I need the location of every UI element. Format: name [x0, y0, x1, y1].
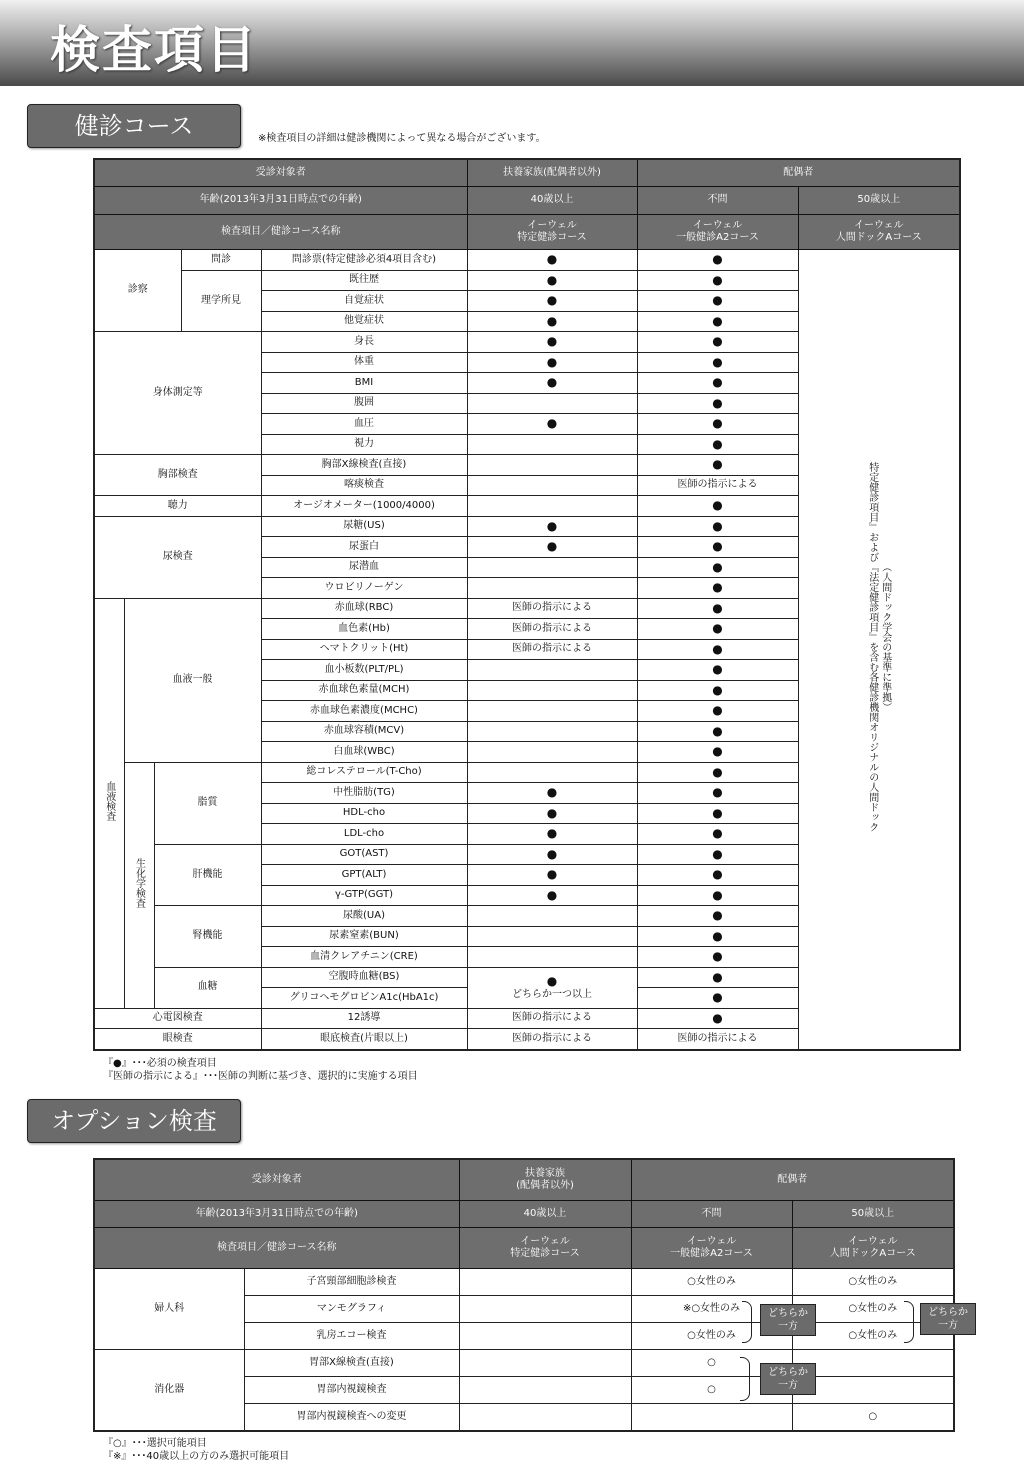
age-spouse-a: 不問	[637, 187, 798, 215]
empty-cell	[467, 742, 637, 763]
mark-dot: ●	[467, 414, 637, 435]
item-urobili: ウロビリノーゲン	[261, 578, 467, 599]
item-gantei: 眼底検査(片眼以上)	[261, 1029, 467, 1050]
legend-1	[103, 1057, 418, 1083]
mark-dot: ●	[467, 885, 637, 906]
empty-cell	[631, 1404, 792, 1432]
group-shindenzu: 心電図検査	[94, 1008, 261, 1029]
course-3	[798, 215, 960, 250]
course-3	[792, 1228, 954, 1269]
item-nyosenketsu: 尿潜血	[261, 557, 467, 578]
mark-dot: ●	[637, 926, 798, 947]
header-row-course	[94, 215, 960, 250]
mark-dot: ●	[637, 578, 798, 599]
empty-cell	[459, 1296, 631, 1323]
item-jikaku: 自覚症状	[261, 291, 467, 312]
mark-dot: ●	[637, 311, 798, 332]
mark-doctor: 医師の指示による	[467, 639, 637, 660]
item-ketsuatsu: 血圧	[261, 414, 467, 435]
mark-dot: ●	[637, 742, 798, 763]
course-3-line1: イーウェル	[853, 219, 904, 231]
section-label-option: オプション検査	[27, 1099, 241, 1143]
group-shishitsu: 脂質	[154, 762, 261, 844]
mark-female: ○女性のみ	[631, 1269, 792, 1296]
title-banner	[0, 0, 1024, 86]
item-shikyu: 子宮頸部細胞診検査	[244, 1269, 459, 1296]
empty-cell	[467, 455, 637, 476]
item-ixray: 胃部X線検査(直接)	[244, 1350, 459, 1377]
mark-dot: ●	[637, 434, 798, 455]
item-ldl: LDL-cho	[261, 824, 467, 845]
legend-doctor: 『医師の指示による』･･･医師の判断に基づき、選択的に実施する項目	[103, 1071, 418, 1082]
mark-dot: ●	[637, 803, 798, 824]
group-shinsatsu: 診察	[94, 250, 181, 332]
option-test-table	[93, 1158, 955, 1432]
header-row-age	[94, 187, 960, 215]
item-inaishi: 胃部内視鏡検査	[244, 1377, 459, 1404]
course-2-line1: イーウェル	[692, 219, 743, 231]
mark-dot: ●	[637, 947, 798, 968]
item-plt: 血小板数(PLT/PL)	[261, 660, 467, 681]
group-seika-label: 生化学検査	[133, 857, 145, 908]
item-mammo: マンモグラフィ	[244, 1296, 459, 1323]
item-ua: 尿酸(UA)	[261, 906, 467, 927]
header-age: 年齢(2013年3月31日時点での年齢)	[94, 1201, 459, 1228]
header-row-target	[94, 1159, 954, 1201]
mark-dot: ●	[637, 496, 798, 517]
item-hba1c: グリコヘモグロビンA1c(HbA1c)	[261, 988, 467, 1009]
item-bs: 空腹時血糖(BS)	[261, 967, 467, 988]
either-line1: どちらか	[928, 1307, 968, 1318]
header-age: 年齢(2013年3月31日時点での年齢)	[94, 187, 467, 215]
empty-cell	[459, 1377, 631, 1404]
mark-dot: ●	[637, 557, 798, 578]
group-rigaku: 理学所見	[181, 270, 261, 332]
mark-female: ○女性のみ	[792, 1269, 954, 1296]
mark-doctor: 医師の指示による	[637, 1029, 798, 1050]
course-1-line1: イーウェル	[520, 1235, 570, 1247]
group-ketsueki-ippan: 血液一般	[124, 598, 261, 762]
mark-female: ○女性のみ	[792, 1296, 954, 1323]
mark-dot: ●	[637, 639, 798, 660]
item-shincho: 身長	[261, 332, 467, 353]
group-jinkino: 腎機能	[154, 906, 261, 968]
mark-dot: ●	[637, 414, 798, 435]
course-2	[637, 215, 798, 250]
mark-dot: ●	[637, 598, 798, 619]
mark-either: どちらか一つ以上	[512, 989, 593, 1000]
mark-dot: ●	[467, 537, 637, 558]
mark-dot: ●	[637, 393, 798, 414]
mark-dot: ●	[637, 352, 798, 373]
mark-dot: ●	[637, 516, 798, 537]
item-monshinhyo: 問診票(特定健診必須4項目含む)	[261, 250, 467, 271]
empty-cell	[467, 926, 637, 947]
mark-dot: ●	[637, 619, 798, 640]
mark-dot: ●	[467, 824, 637, 845]
item-mcv: 赤血球容積(MCV)	[261, 721, 467, 742]
course-3-line2: 人間ドックAコース	[829, 1248, 916, 1259]
header-family	[459, 1159, 631, 1201]
mark-dot: ●	[467, 352, 637, 373]
mark-doctor: 医師の指示による	[467, 1008, 637, 1029]
mark-dot: ●	[637, 455, 798, 476]
item-ht: ヘマトクリット(Ht)	[261, 639, 467, 660]
legend-circle: 『○』･･･選択可能項目	[103, 1438, 207, 1449]
mark-dot: ●	[637, 660, 798, 681]
empty-cell	[792, 1377, 954, 1404]
brace-icon	[742, 1301, 752, 1343]
either-box	[920, 1303, 976, 1335]
brace-icon	[904, 1301, 914, 1343]
header-spouse: 配偶者	[637, 159, 960, 187]
item-ggt: γ-GTP(GGT)	[261, 885, 467, 906]
group-choryoku: 聴力	[94, 496, 261, 517]
either-box	[760, 1363, 816, 1395]
dock-note-2: （人間ドック学会の基準に準拠）	[879, 562, 891, 712]
header-course: 検査項目／健診コース名称	[94, 1228, 459, 1269]
group-ketsueki	[94, 598, 124, 1008]
mark-female-40: ※○女性のみ	[631, 1296, 792, 1323]
header-family-line1: 扶養家族	[525, 1167, 565, 1179]
checkup-course-table	[93, 158, 961, 1051]
empty-cell	[467, 557, 637, 578]
mark-dot: ●	[467, 250, 637, 271]
age-family: 40歳以上	[467, 187, 637, 215]
course-1-line2: 特定健診コース	[510, 1248, 580, 1259]
group-ganken: 眼検査	[94, 1029, 261, 1050]
either-cell	[467, 967, 637, 1008]
mark-dot: ●	[467, 844, 637, 865]
item-nyubo: 乳房エコー検査	[244, 1323, 459, 1350]
empty-cell	[467, 578, 637, 599]
item-ecg: 12誘導	[261, 1008, 467, 1029]
item-bun: 尿素窒素(BUN)	[261, 926, 467, 947]
dock-note: 特定健診項目』および『法定健診項目』を含む各健診機関オリジナルの人間ドック	[866, 462, 878, 832]
empty-cell	[467, 475, 637, 496]
dock-note-cell	[798, 250, 960, 1050]
mark-dot: ●	[467, 270, 637, 291]
age-spouse-b: 50歳以上	[798, 187, 960, 215]
mark-circle: ○	[631, 1377, 792, 1404]
either-box	[760, 1304, 816, 1336]
mark-female: ○女性のみ	[792, 1323, 954, 1350]
item-got: GOT(AST)	[261, 844, 467, 865]
empty-cell	[467, 762, 637, 783]
course-2	[631, 1228, 792, 1269]
item-nyotanpaku: 尿蛋白	[261, 537, 467, 558]
legend-asterisk: 『※』･･･40歳以上の方のみ選択可能項目	[103, 1451, 290, 1462]
mark-dot: ●	[637, 967, 798, 988]
mark-dot: ●	[637, 250, 798, 271]
item-takaku: 他覚症状	[261, 311, 467, 332]
group-shintai: 身体測定等	[94, 332, 261, 455]
empty-cell	[467, 701, 637, 722]
empty-cell	[467, 434, 637, 455]
item-kakutan: 喀痰検査	[261, 475, 467, 496]
either-line1: どちらか	[768, 1367, 808, 1378]
header-family-line2: (配偶者以外)	[516, 1180, 574, 1191]
item-tcho: 総コレステロール(T-Cho)	[261, 762, 467, 783]
group-fujinka: 婦人科	[94, 1269, 244, 1350]
group-ketto: 血糖	[154, 967, 261, 1008]
mark-circle: ○	[792, 1404, 954, 1432]
mark-female: ○女性のみ	[631, 1323, 792, 1350]
group-kyobu: 胸部検査	[94, 455, 261, 496]
header-row-course	[94, 1228, 954, 1269]
course-1	[467, 215, 637, 250]
either-line2: 一方	[778, 1380, 798, 1391]
group-kankino: 肝機能	[154, 844, 261, 906]
item-hdl: HDL-cho	[261, 803, 467, 824]
mark-dot: ●	[467, 783, 637, 804]
item-fukui: 腹囲	[261, 393, 467, 414]
mark-dot: ●	[637, 824, 798, 845]
mark-dot: ●	[637, 537, 798, 558]
item-audio: オージオメーター(1000/4000)	[261, 496, 467, 517]
table-row	[94, 250, 960, 271]
item-kiourekki: 既往歴	[261, 270, 467, 291]
mark-dot: ●	[467, 311, 637, 332]
item-wbc: 白血球(WBC)	[261, 742, 467, 763]
page-title: 検査項目	[50, 21, 258, 79]
empty-cell	[792, 1350, 954, 1377]
header-target: 受診対象者	[94, 1159, 459, 1201]
course-3-line1: イーウェル	[847, 1235, 898, 1247]
item-henko: 胃部内視鏡検査への変更	[244, 1404, 459, 1432]
item-mch: 赤血球色素量(MCH)	[261, 680, 467, 701]
mark-dot: ●	[637, 988, 798, 1009]
mark-dot: ●	[546, 973, 558, 988]
empty-cell	[467, 496, 637, 517]
course-2-line2: 一般健診A2コース	[670, 1248, 753, 1259]
header-row-age	[94, 1201, 954, 1228]
mark-dot: ●	[467, 803, 637, 824]
empty-cell	[459, 1269, 631, 1296]
mark-dot: ●	[467, 373, 637, 394]
mark-dot: ●	[637, 844, 798, 865]
mark-dot: ●	[637, 762, 798, 783]
mark-dot: ●	[637, 373, 798, 394]
table-row	[94, 1269, 954, 1296]
table-row	[94, 1350, 954, 1377]
either-line2: 一方	[778, 1321, 798, 1332]
item-bmi: BMI	[261, 373, 467, 394]
empty-cell	[467, 680, 637, 701]
empty-cell	[467, 906, 637, 927]
header-spouse: 配偶者	[631, 1159, 954, 1201]
mark-dot: ●	[637, 783, 798, 804]
header-family: 扶養家族(配偶者以外)	[467, 159, 637, 187]
header-course: 検査項目／健診コース名称	[94, 215, 467, 250]
header-target: 受診対象者	[94, 159, 467, 187]
mark-doctor: 医師の指示による	[467, 1029, 637, 1050]
mark-dot: ●	[637, 680, 798, 701]
mark-dot: ●	[637, 906, 798, 927]
either-line1: どちらか	[768, 1308, 808, 1319]
empty-cell	[459, 1350, 631, 1377]
empty-cell	[459, 1323, 631, 1350]
course-1	[459, 1228, 631, 1269]
legend-dot: 『●』･･･必須の検査項目	[103, 1058, 217, 1069]
mark-dot: ●	[467, 865, 637, 886]
mark-dot: ●	[637, 291, 798, 312]
mark-dot: ●	[467, 516, 637, 537]
mark-dot: ●	[637, 332, 798, 353]
group-monshin: 問診	[181, 250, 261, 271]
group-shokaki: 消化器	[94, 1350, 244, 1432]
course-3-line2: 人間ドックAコース	[835, 232, 922, 243]
item-hb: 血色素(Hb)	[261, 619, 467, 640]
item-gpt: GPT(ALT)	[261, 865, 467, 886]
empty-cell	[467, 721, 637, 742]
empty-cell	[467, 660, 637, 681]
age-family: 40歳以上	[459, 1201, 631, 1228]
item-mchc: 赤血球色素濃度(MCHC)	[261, 701, 467, 722]
legend-2	[103, 1437, 289, 1463]
group-ketsueki-label: 血液検査	[103, 780, 115, 821]
item-rbc: 赤血球(RBC)	[261, 598, 467, 619]
course-2-line2: 一般健診A2コース	[676, 232, 759, 243]
mark-dot: ●	[637, 701, 798, 722]
empty-cell	[459, 1404, 631, 1432]
section-label-checkup-course: 健診コース	[27, 104, 241, 148]
mark-dot: ●	[637, 885, 798, 906]
mark-doctor: 医師の指示による	[467, 619, 637, 640]
age-spouse-a: 不問	[631, 1201, 792, 1228]
detail-note: ※検査項目の詳細は健診機関によって異なる場合がございます。	[258, 133, 546, 144]
mark-dot: ●	[467, 291, 637, 312]
empty-cell	[467, 393, 637, 414]
course-2-line1: イーウェル	[686, 1235, 737, 1247]
item-taiju: 体重	[261, 352, 467, 373]
item-nyoto: 尿糖(US)	[261, 516, 467, 537]
mark-dot: ●	[637, 721, 798, 742]
mark-dot: ●	[637, 865, 798, 886]
item-xray: 胸部X線検査(直接)	[261, 455, 467, 476]
age-spouse-b: 50歳以上	[792, 1201, 954, 1228]
mark-doctor: 医師の指示による	[637, 475, 798, 496]
mark-dot: ●	[467, 332, 637, 353]
empty-cell	[467, 947, 637, 968]
either-line2: 一方	[938, 1320, 958, 1331]
group-nyo: 尿検査	[94, 516, 261, 598]
brace-icon	[740, 1357, 750, 1401]
header-row-target	[94, 159, 960, 187]
mark-dot: ●	[637, 270, 798, 291]
course-1-line1: イーウェル	[527, 219, 577, 231]
item-tg: 中性脂肪(TG)	[261, 783, 467, 804]
item-cre: 血清クレアチニン(CRE)	[261, 947, 467, 968]
mark-circle: ○	[631, 1350, 792, 1377]
mark-dot: ●	[637, 1008, 798, 1029]
mark-doctor: 医師の指示による	[467, 598, 637, 619]
group-seika	[124, 762, 154, 1008]
item-shiryoku: 視力	[261, 434, 467, 455]
course-1-line2: 特定健診コース	[517, 232, 587, 243]
